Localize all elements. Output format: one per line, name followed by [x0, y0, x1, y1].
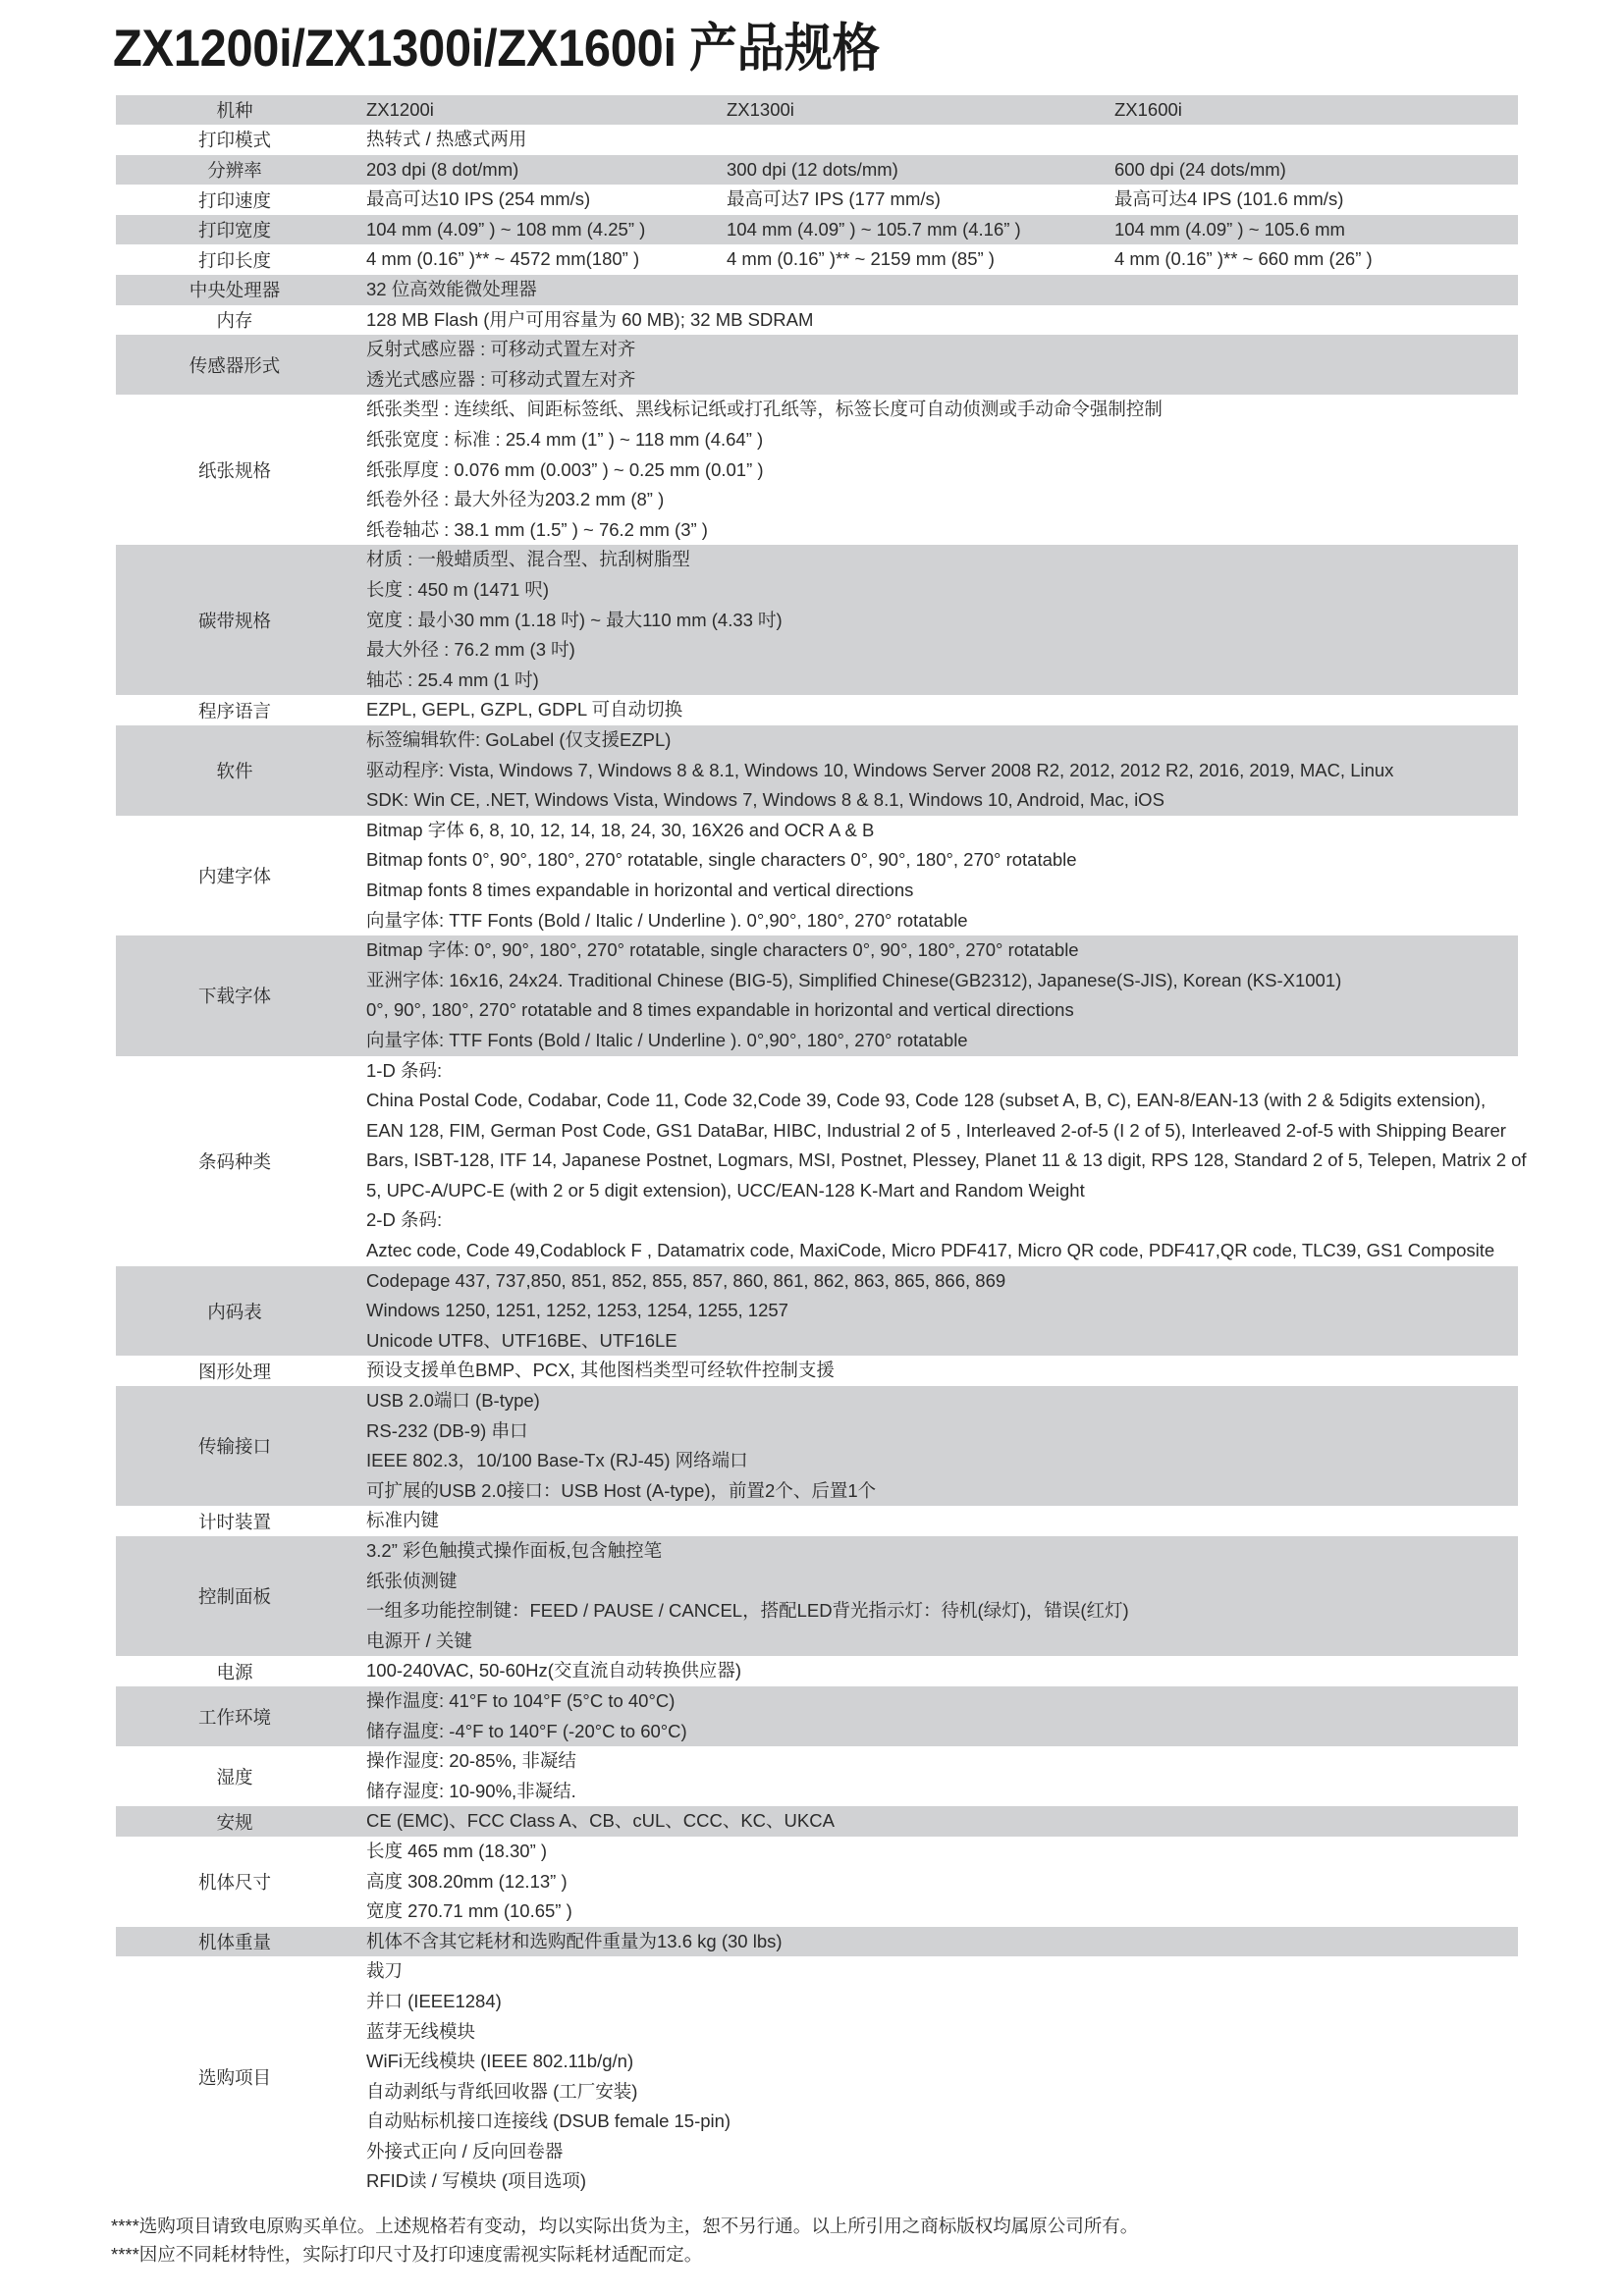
spec-line: EAN 128, FIM, German Post Code, GS1 DataBar, HIBC, Industrial 2 of 5 , Interleaved 2-of-5 (I 2 of 5), Interleaved 2-of-5 with Shipping Bearer	[366, 1119, 1506, 1141]
spec-line: 长度 : 450 m (1471 呎)	[366, 579, 550, 600]
spec-values	[353, 1266, 1518, 1357]
spec-line: EZPL, GEPL, GZPL, GDPL 可自动切换	[366, 699, 683, 721]
spec-value-zx1300i: 4 mm (0.16” )** ~ 2159 mm (85” )	[727, 248, 995, 270]
spec-line: USB 2.0端口 (B-type)	[366, 1390, 540, 1412]
spec-label: 分辨率	[207, 159, 262, 181]
spec-row-software	[116, 725, 1518, 816]
footnote: ****选购项目请致电原购买单位。上述规格若有变动，均以实际出货为主，恕不另行通。以上所引用之商标版权均属原公司所有。	[111, 2216, 1139, 2236]
spec-line: Codepage 437, 737,850, 851, 852, 855, 857, 860, 861, 862, 863, 865, 866, 869	[366, 1269, 1006, 1291]
spec-table	[116, 95, 1527, 2198]
spec-line: 自动贴标机接口连接线 (DSUB female 15-pin)	[366, 2110, 731, 2132]
spec-row-interface	[116, 1386, 1518, 1506]
spec-row-print-length	[116, 244, 1518, 275]
spec-label: 工作环境	[197, 1706, 271, 1728]
spec-values	[353, 1056, 1527, 1266]
spec-label: 控制面板	[197, 1586, 271, 1608]
spec-label: 中央处理器	[189, 280, 281, 301]
spec-label: 传感器形式	[189, 354, 281, 376]
spec-line: 热转式 / 热感式两用	[366, 129, 527, 150]
spec-line: 最大外径 : 76.2 mm (3 吋)	[366, 639, 575, 661]
spec-label: 程序语言	[197, 700, 271, 721]
spec-line: IEEE 802.3，10/100 Base-Tx (RJ-45) 网络端口	[366, 1450, 748, 1471]
spec-label: 下载字体	[197, 986, 271, 1007]
spec-label: 选购项目	[197, 2066, 271, 2088]
spec-value-zx1600i: 104 mm (4.09” ) ~ 105.6 mm	[1114, 218, 1345, 240]
spec-label: 纸张规格	[197, 459, 271, 481]
spec-line: 反射式感应器 : 可移动式置左对齐	[366, 339, 636, 360]
spec-line: 裁刀	[366, 1960, 404, 1982]
spec-values	[353, 1386, 1518, 1506]
spec-value-zx1600i: 4 mm (0.16” )** ~ 660 mm (26” )	[1114, 248, 1373, 270]
spec-label: 打印模式	[197, 130, 271, 151]
spec-line: 透光式感应器 : 可移动式置左对齐	[366, 368, 636, 390]
spec-values	[353, 155, 1518, 186]
spec-line: 并口 (IEEE1284)	[366, 1990, 502, 2011]
spec-values	[353, 545, 1518, 695]
spec-label: 打印宽度	[197, 220, 271, 241]
spec-label: 内码表	[207, 1301, 262, 1322]
spec-label: 打印速度	[197, 189, 271, 211]
spec-row-barcodes	[116, 1056, 1527, 1266]
spec-values	[353, 215, 1518, 245]
page-title: ZX1200i/ZX1300i/ZX1600i 产品规格	[113, 20, 880, 78]
spec-line: SDK: Win CE, .NET, Windows Vista, Windows 7, Windows 8 & 8.1, Windows 10, Android, Mac, iOS	[366, 789, 1164, 811]
model-header-zx1200i: ZX1200i	[366, 98, 434, 120]
spec-label: 机体尺寸	[197, 1871, 271, 1893]
spec-line: 储存温度: -4°F to 140°F (-20°C to 60°C)	[366, 1720, 687, 1741]
spec-line: 纸张侦测键	[366, 1570, 458, 1591]
spec-line: 驱动程序: Vista, Windows 7, Windows 8 & 8.1, Windows 10, Windows Server 2008 R2, 2012, 2012 R2, 2016, 2019, MAC, Linux	[366, 759, 1394, 780]
spec-line: 材质 : 一般蜡质型、混合型、抗刮树脂型	[366, 549, 690, 570]
spec-line: Bitmap 字体: 0°, 90°, 180°, 270° rotatable, single characters 0°, 90°, 180°, 270° rotatable	[366, 939, 1079, 961]
spec-line: 向量字体: TTF Fonts (Bold / Italic / Underline ). 0°,90°, 180°, 270° rotatable	[366, 909, 968, 931]
spec-values	[353, 1356, 1518, 1386]
spec-row-dimensions	[116, 1837, 1518, 1927]
spec-line: 自动剥纸与背纸回收器 (工厂安装)	[366, 2080, 638, 2102]
spec-line: RFID读 / 写模块 (项目选项)	[366, 2170, 587, 2192]
spec-row-options	[116, 1956, 1518, 2197]
spec-line: 纸卷外径 : 最大外径为203.2 mm (8” )	[366, 489, 665, 510]
spec-line: 宽度 270.71 mm (10.65” )	[366, 1900, 572, 1922]
spec-values	[353, 1927, 1518, 1957]
footnote: ****因应不同耗材特性，实际打印尺寸及打印速度需视实际耗材适配而定。	[111, 2244, 703, 2265]
spec-row-power	[116, 1656, 1518, 1686]
spec-row-ribbon	[116, 545, 1518, 695]
spec-values	[353, 95, 1518, 126]
spec-line: Aztec code, Code 49,Codablock F , Datamatrix code, MaxiCode, Micro PDF417, Micro QR code, PDF417,QR code, TLC39, GS1 Composite	[366, 1240, 1495, 1261]
spec-line: 操作温度: 41°F to 104°F (5°C to 40°C)	[366, 1689, 676, 1711]
spec-line: Unicode UTF8、UTF16BE、UTF16LE	[366, 1329, 677, 1351]
spec-line: 储存湿度: 10-90%,非凝结.	[366, 1780, 576, 1801]
spec-label: 机体重量	[197, 1932, 271, 1953]
model-header-zx1300i: ZX1300i	[727, 98, 794, 120]
spec-values	[353, 1656, 1518, 1686]
spec-line: 操作湿度: 20-85%, 非凝结	[366, 1750, 576, 1772]
spec-row-control-panel	[116, 1536, 1518, 1656]
spec-values	[353, 1506, 1518, 1536]
spec-label: 机种	[216, 99, 253, 121]
spec-line: 2-D 条码:	[366, 1209, 443, 1231]
spec-row-humidity	[116, 1746, 1518, 1806]
spec-values	[353, 244, 1518, 275]
spec-line: 向量字体: TTF Fonts (Bold / Italic / Underline ). 0°,90°, 180°, 270° rotatable	[366, 1029, 968, 1050]
spec-line: Bitmap 字体 6, 8, 10, 12, 14, 18, 24, 30, 16X26 and OCR A & B	[366, 819, 875, 840]
spec-label: 软件	[216, 760, 253, 781]
spec-line: RS-232 (DB-9) 串口	[366, 1419, 528, 1441]
spec-line: 高度 308.20mm (12.13” )	[366, 1870, 568, 1892]
spec-line: 轴芯 : 25.4 mm (1 吋)	[366, 668, 539, 690]
spec-values	[353, 816, 1518, 935]
spec-value-zx1600i: 最高可达4 IPS (101.6 mm/s)	[1114, 188, 1344, 210]
spec-line: 5, UPC-A/UPC-E (with 2 or 5 digit extension), UCC/EAN-128 K-Mart and Random Weight	[366, 1179, 1085, 1201]
spec-line: 宽度 : 最小30 mm (1.18 吋) ~ 最大110 mm (4.33 吋)	[366, 609, 783, 630]
footnotes	[111, 2212, 1138, 2269]
spec-row-resolution	[116, 155, 1518, 186]
spec-row-sensor	[116, 335, 1518, 395]
spec-row-real-time-clock	[116, 1506, 1518, 1536]
spec-line: 32 位高效能微处理器	[366, 279, 537, 300]
spec-row-resident-fonts	[116, 816, 1518, 935]
spec-value-zx1200i: 104 mm (4.09” ) ~ 108 mm (4.25” )	[366, 218, 646, 240]
spec-line: 预设支援单色BMP、PCX, 其他图档类型可经软件控制支援	[366, 1360, 835, 1381]
spec-row-media	[116, 395, 1518, 545]
spec-line: Windows 1250, 1251, 1252, 1253, 1254, 1255, 1257	[366, 1300, 788, 1321]
spec-values	[353, 305, 1518, 336]
spec-line: 长度 465 mm (18.30” )	[366, 1840, 548, 1861]
spec-line: 100-240VAC, 50-60Hz(交直流自动转换供应器)	[366, 1660, 742, 1682]
spec-line: Bitmap fonts 8 times expandable in horizontal and vertical directions	[366, 879, 914, 900]
model-header-zx1600i: ZX1600i	[1114, 98, 1182, 120]
spec-values	[353, 125, 1518, 155]
spec-row-safety	[116, 1806, 1518, 1837]
spec-line: 标准内键	[366, 1510, 440, 1531]
spec-values	[353, 1536, 1518, 1656]
spec-line: China Postal Code, Codabar, Code 11, Code 32,Code 39, Code 93, Code 128 (subset A, B, C), EAN-8/EAN-13 (with 2 & 5digits extension),	[366, 1090, 1487, 1111]
spec-line: 外接式正向 / 反向回卷器	[366, 2140, 564, 2162]
spec-row-weight	[116, 1927, 1518, 1957]
spec-row-memory	[116, 305, 1518, 336]
spec-value-zx1300i: 104 mm (4.09” ) ~ 105.7 mm (4.16” )	[727, 218, 1021, 240]
spec-line: 128 MB Flash (用户可用容量为 60 MB); 32 MB SDRAM	[366, 308, 814, 330]
spec-values	[353, 695, 1518, 725]
spec-values	[353, 1746, 1518, 1806]
spec-value-zx1600i: 600 dpi (24 dots/mm)	[1114, 158, 1286, 180]
spec-line: 1-D 条码:	[366, 1059, 443, 1081]
spec-row-print-speed	[116, 185, 1518, 215]
spec-line: WiFi无线模块 (IEEE 802.11b/g/n)	[366, 2051, 634, 2072]
spec-line: 3.2” 彩色触摸式操作面板,包含触控笔	[366, 1540, 663, 1561]
spec-row-print-mode	[116, 125, 1518, 155]
spec-line: 蓝芽无线模块	[366, 2020, 476, 2042]
spec-label: 打印长度	[197, 249, 271, 271]
spec-label: 计时装置	[197, 1511, 271, 1532]
spec-line: 一组多功能控制键：FEED / PAUSE / CANCEL，搭配LED背光指示灯：待机(绿灯)，错误(红灯)	[366, 1600, 1129, 1622]
spec-label: 内建字体	[197, 865, 271, 886]
spec-value-zx1300i: 300 dpi (12 dots/mm)	[727, 158, 898, 180]
spec-values	[353, 1837, 1518, 1927]
spec-row-language	[116, 695, 1518, 725]
spec-values	[353, 1686, 1518, 1746]
spec-values	[353, 275, 1518, 305]
spec-row-environment	[116, 1686, 1518, 1746]
spec-line: CE (EMC)、FCC Class A、CB、cUL、CCC、KC、UKCA	[366, 1810, 835, 1832]
spec-line: Bars, ISBT-128, ITF 14, Japanese Postnet, Logmars, MSI, Postnet, Plessey, Planet 11 & 13 digit, RPS 128, Standard 2 of 5, Telepen, Matrix 2 of	[366, 1149, 1527, 1171]
spec-values	[353, 1956, 1518, 2197]
spec-row-graphics	[116, 1356, 1518, 1386]
spec-label: 安规	[216, 1811, 253, 1833]
spec-row-print-width	[116, 215, 1518, 245]
spec-values	[353, 395, 1518, 545]
spec-label: 湿度	[216, 1766, 253, 1788]
spec-line: 标签编辑软件: GoLabel (仅支援EZPL)	[366, 728, 672, 750]
spec-line: 亚洲字体: 16x16, 24x24. Traditional Chinese (BIG-5), Simplified Chinese(GB2312), Japanese(S-JIS), Korean (KS-X1001)	[366, 969, 1342, 990]
spec-value-zx1200i: 203 dpi (8 dot/mm)	[366, 158, 519, 180]
spec-label: 图形处理	[197, 1361, 271, 1382]
spec-values	[353, 725, 1518, 816]
spec-row-code-pages	[116, 1266, 1518, 1357]
spec-value-zx1200i: 4 mm (0.16” )** ~ 4572 mm(180” )	[366, 248, 640, 270]
spec-line: 0°, 90°, 180°, 270° rotatable and 8 times expandable in horizontal and vertical directions	[366, 999, 1074, 1021]
spec-line: 电源开 / 关键	[366, 1629, 472, 1651]
spec-label: 碳带规格	[197, 610, 271, 631]
spec-values	[353, 335, 1518, 395]
spec-values	[353, 185, 1518, 215]
spec-values	[353, 1806, 1518, 1837]
spec-values	[353, 935, 1518, 1055]
spec-line: 机体不含其它耗材和选购配件重量为13.6 kg (30 lbs)	[366, 1930, 783, 1951]
spec-label: 传输接口	[197, 1436, 271, 1458]
spec-label: 电源	[216, 1661, 253, 1682]
spec-label: 内存	[216, 309, 253, 331]
spec-label: 条码种类	[197, 1150, 271, 1172]
spec-value-zx1300i: 最高可达7 IPS (177 mm/s)	[727, 188, 941, 210]
spec-value-zx1200i: 最高可达10 IPS (254 mm/s)	[366, 188, 591, 210]
spec-line: Bitmap fonts 0°, 90°, 180°, 270° rotatable, single characters 0°, 90°, 180°, 270° rotatable	[366, 849, 1077, 871]
spec-row-cpu	[116, 275, 1518, 305]
spec-row-download-fonts	[116, 935, 1518, 1055]
spec-row-model	[116, 95, 1518, 126]
spec-line: 纸卷轴芯 : 38.1 mm (1.5” ) ~ 76.2 mm (3” )	[366, 518, 708, 540]
spec-line: 纸张厚度 : 0.076 mm (0.003” ) ~ 0.25 mm (0.01” )	[366, 458, 764, 480]
spec-line: 纸张类型 : 连续纸、间距标签纸、黑线标记纸或打孔纸等，标签长度可自动侦测或手动命令强制控制	[366, 399, 1163, 420]
spec-line: 纸张宽度 : 标准 : 25.4 mm (1” ) ~ 118 mm (4.64” )	[366, 429, 764, 451]
spec-line: 可扩展的USB 2.0接口：USB Host (A-type)，前置2个、后置1个	[366, 1479, 877, 1501]
